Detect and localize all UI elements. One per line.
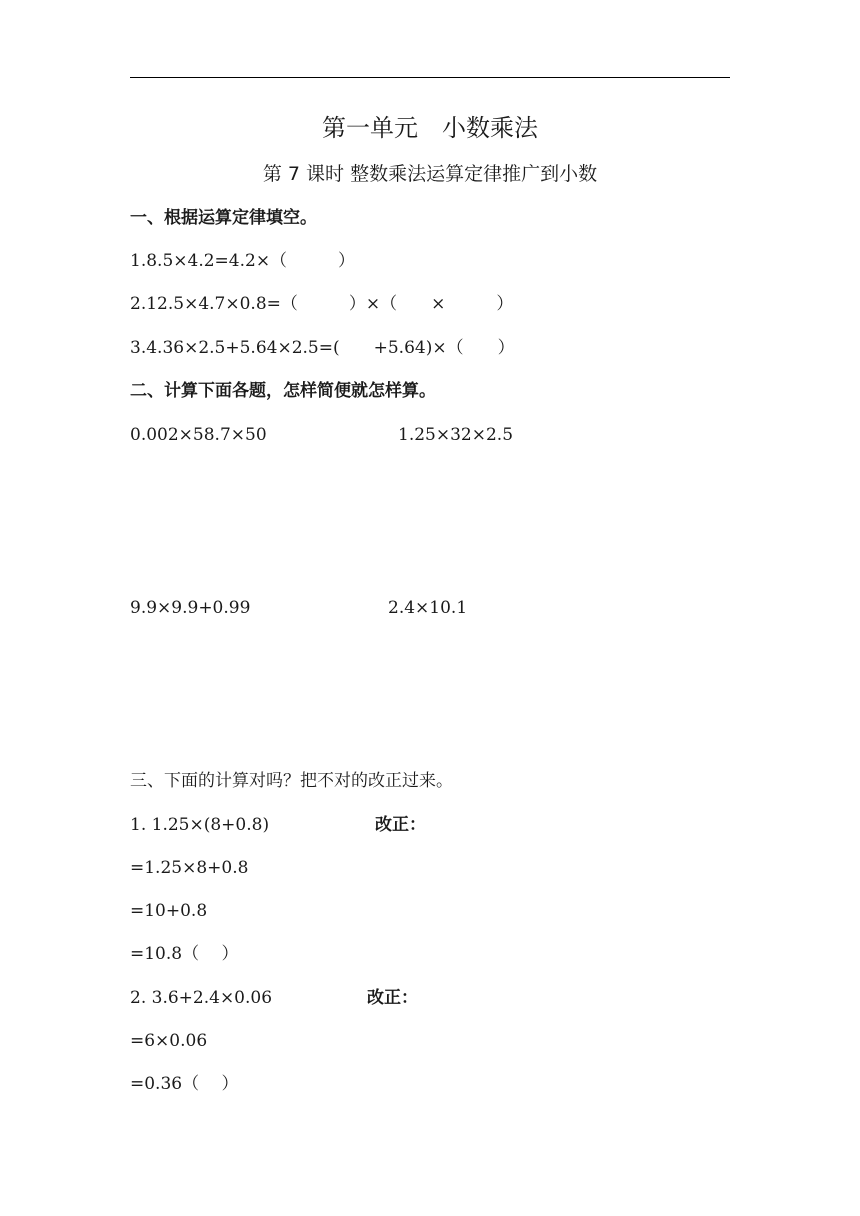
top-rule xyxy=(130,77,730,78)
q2-line-2: =6×0.06 xyxy=(130,1031,208,1051)
calc-problem-1: 0.002×58.7×50 xyxy=(130,425,267,445)
section2-heading: 二、计算下面各题，怎样简便就怎样算。 xyxy=(130,381,436,401)
lesson-title: 第 7 课时 整数乘法运算定律推广到小数 xyxy=(262,163,598,185)
calc-problem-4: 2.4×10.1 xyxy=(388,598,468,618)
fill-item-1: 1.8.5×4.2=4.2×（ ） xyxy=(130,251,356,271)
q1-line-2: =1.25×8+0.8 xyxy=(130,858,249,878)
q1-line-4: =10.8（ ） xyxy=(130,944,239,964)
q1-correction-label: 改正： xyxy=(375,815,426,835)
section1-heading: 一、根据运算定律填空。 xyxy=(130,208,317,228)
q1-line-3: =10+0.8 xyxy=(130,901,208,921)
q2-line-1: 2. 3.6+2.4×0.06 xyxy=(130,988,273,1008)
calc-problem-3: 9.9×9.9+0.99 xyxy=(130,598,251,618)
fill-item-2: 2.12.5×4.7×0.8=（ ）×（ × ） xyxy=(130,294,514,314)
section3-heading: 三、下面的计算对吗？把不对的改正过来。 xyxy=(130,771,453,791)
q2-correction-label: 改正： xyxy=(367,988,418,1008)
q1-line-1: 1. 1.25×(8+0.8) xyxy=(130,815,270,835)
q2-line-3: =0.36（ ） xyxy=(130,1074,239,1094)
unit-title: 第一单元 小数乘法 xyxy=(322,114,538,142)
fill-item-3: 3.4.36×2.5+5.64×2.5=( +5.64)×（ ） xyxy=(130,338,515,358)
calc-problem-2: 1.25×32×2.5 xyxy=(398,425,514,445)
